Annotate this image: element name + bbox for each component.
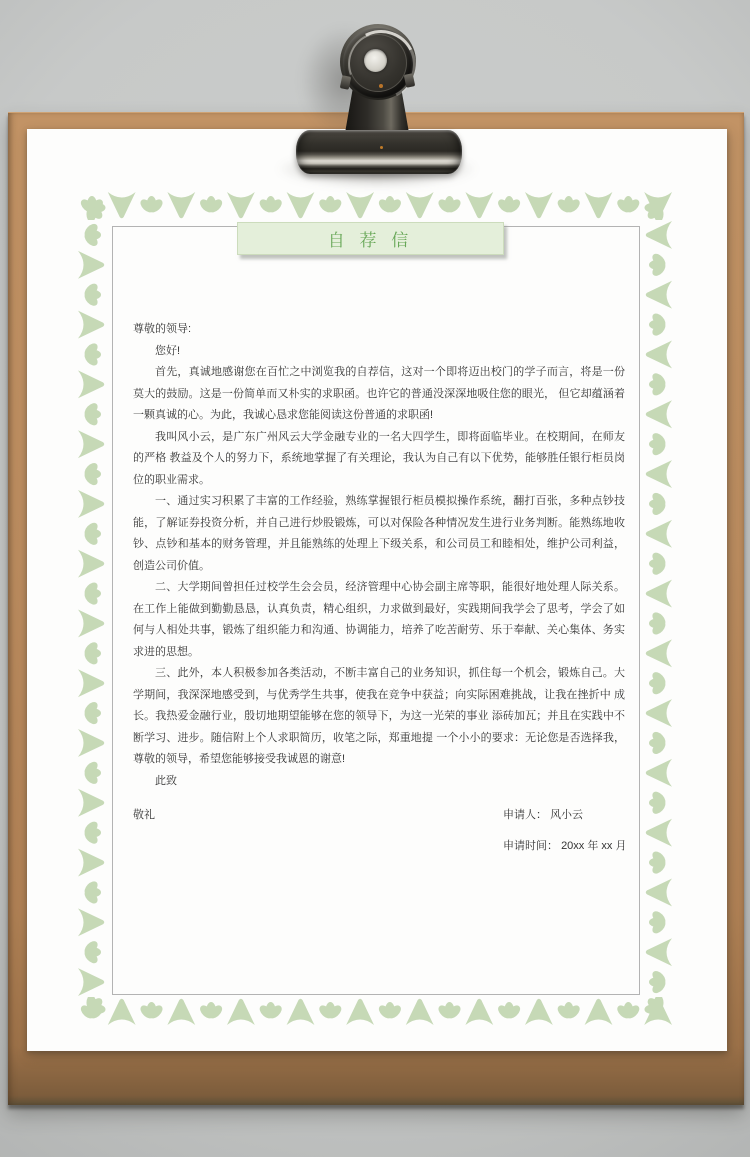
date-row <box>133 836 625 858</box>
floral-border-left <box>77 220 106 997</box>
date-value: 20xx 年 xx 月 <box>561 839 627 852</box>
date-label: 申请时间： <box>503 839 558 852</box>
date-line <box>503 836 626 858</box>
closing-row <box>133 805 625 827</box>
paragraph-self-intro: 我叫风小云，是广东广州风云大学金融专业的一名大四学生，即将面临毕业。在校期间，在师友的严格 教益及个人的努力下，系统地掌握了有关理论，我认为自己有以下优势，能够胜任银行柜员岗位的职业需求。 <box>133 430 625 486</box>
paragraph-point-3: 三、此外，本人积极参加各类活动，不断丰富自己的业务知识，抓住每一个机会，锻炼自己。大学期间，我深深地感受到，与优秀学生共事，使我在竞争中获益；向实际困难挑战，让我在挫折中 成长。我热爱金融行业，殷切地期望能够在您的领导下，为这一光荣的事业 添砖加瓦；并且在实践中不断学习、进步。随信附上个人求职简历，收笔之际，郑重地提 一个小小的要求：无论您是否选择我，尊敬的领导，希望您能够接受我诚恩的谢意! <box>133 667 625 765</box>
applicant-label: 申请人： <box>503 809 547 821</box>
letter-title: 自 荐 信 <box>327 231 414 250</box>
paragraph-intro: 首先，真诚地感谢您在百忙之中浏览我的自荐信，这对一个即将迈出校门的学子而言，将是一份莫大的鼓励。这是一份简单而又朴实的求职函。也许它的普通没深深地吸住您的眼光， 但它却蕴涵着一颗真诚的心。为此，我诚心恳求您能阅读这份普通的求职函! <box>133 366 625 421</box>
closing-cizhi: 此致 <box>155 774 177 787</box>
paragraph-point-1: 一、通过实习积累了丰富的工作经验，熟练掌握银行柜员模拟操作系统，翻打百张，多种点钞技能，了解证券投资分析，并自己进行炒股锻炼，可以对保险各种情况发生进行业务判断。能熟练地收钞、点钞和基本的财务管理，并且能熟练的处理上下级关系，和公司员工和睦相处，维护公司利益，创造公司价值。 <box>133 495 625 572</box>
letter-title-box <box>237 222 504 255</box>
floral-border-bottom <box>77 997 673 1026</box>
floral-corner-icon <box>77 191 106 220</box>
clip-bar <box>296 130 462 174</box>
applicant-line <box>503 805 583 827</box>
floral-corner-icon <box>644 997 673 1026</box>
clip-glint <box>380 146 383 149</box>
paragraph-point-2: 二、大学期间曾担任过校学生会会员，经济管理中心协会副主席等职，能很好地处理人际关系。在工作上能做到勤勤恳恳，认真负责，精心组织，力求做到最好，实践期间我学会了思考，学会了如何与人相处共事，锻炼了组织能力和沟通、协调能力，培养了吃苦耐劳、乐于奉献、关心集体、务实求进的思想。 <box>133 581 625 658</box>
salutation: 尊敬的领导: <box>133 323 192 335</box>
floral-border-top <box>77 191 673 220</box>
letter-body <box>133 319 625 857</box>
greeting: 您好! <box>155 344 181 357</box>
applicant-name: 风小云 <box>550 809 584 821</box>
floral-border-right <box>644 220 673 997</box>
floral-corner-icon <box>77 997 106 1026</box>
letter-paper <box>27 129 727 1051</box>
floral-corner-icon <box>644 191 673 220</box>
closing-jingli: 敬礼 <box>133 809 155 821</box>
clip-glint <box>379 84 383 88</box>
clip-hole <box>364 49 387 72</box>
